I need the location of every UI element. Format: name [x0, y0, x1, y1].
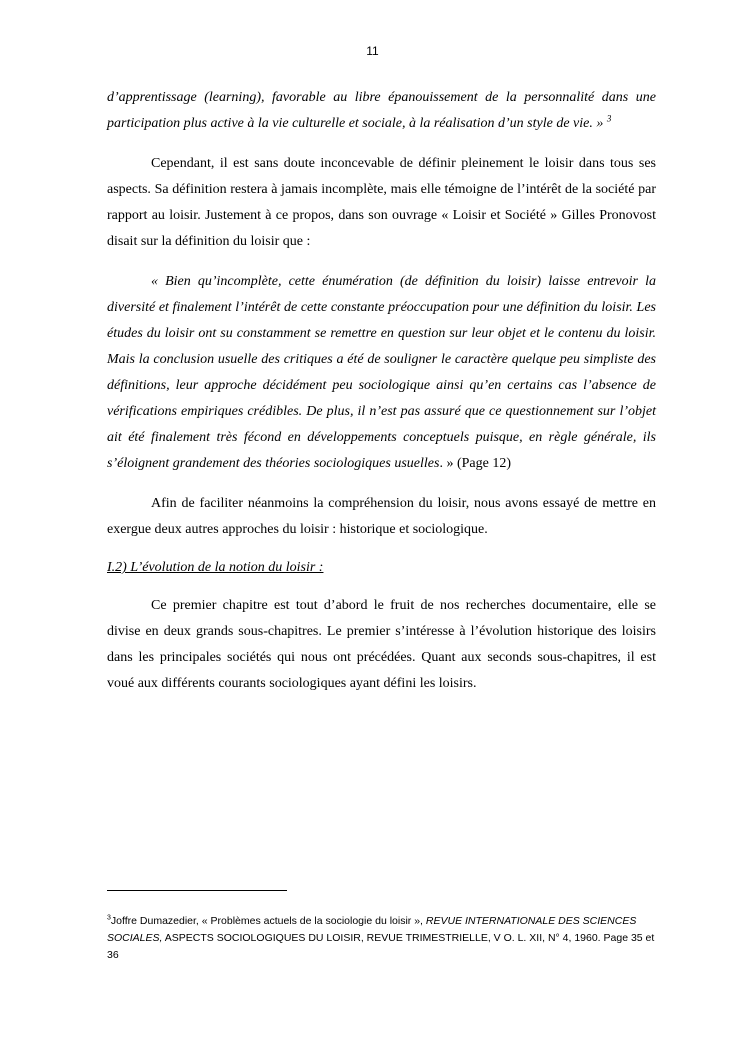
footnote-number: 3 [107, 914, 111, 922]
body-text [107, 85, 656, 697]
footnote-reference[interactable]: 3 [606, 113, 612, 124]
page-number: 11 [366, 44, 379, 58]
paragraph-continuation [107, 85, 656, 137]
section-heading: I.2) L’évolution de la notion du loisir : [107, 560, 324, 575]
footnote-journal: REVUE INTERNATIONALE DES SCIENCES SOCIALES, [107, 915, 637, 944]
paragraph-continuation-text: d’apprentissage (learning), favorable au libre épanouissement de la personnalité dans une participation plus active à la vie culturelle et sociale, à la réalisation d’un style de vie. » [107, 90, 656, 131]
footnote-details: ASPECTS SOCIOLOGIQUES DU LOISIR, REVUE TRIMESTRIELLE, V O. L. XII, N° 4, 1960. Page 35 et 36 [107, 932, 655, 961]
paragraph-approaches: Afin de faciliter néanmoins la compréhension du loisir, nous avons essayé de mettre en exergue deux autres approches du loisir : historique et sociologique. [107, 496, 656, 537]
paragraph-chapter-intro: Ce premier chapitre est tout d’abord le fruit de nos recherches documentaire, elle se divise en deux grands sous-chapitres. Le premier s’intéresse à l’évolution historique des loisirs dans les principales sociétés qui nous ont précédées. Quant aux seconds sous-chapitres, il est voué aux différents courants sociologiques ayant défini les loisirs. [107, 598, 656, 691]
quote-text: « Bien qu’incomplète, cette énumération (de définition du loisir) laisse entrevoir la diversité et finalement l’intérêt de cette constante préoccupation pour une définition du loisir. Les études du loisir ont su constamment se remettre en question sur leur objet et le contenu du loisir. Mais la conclusion usuelle des critiques a été de souligner le caractère quelque peu simpliste des définitions, leur approche décidément peu sociologique ainsi qu’en certains cas l’absence de vérifications empiriques crédibles. De plus, il n’est pas assuré que ce questionnement sur l’objet ait été finalement très fécond en développements conceptuels puisque, en règle générale, ils s’éloignent grandement des théories sociologiques usuelles [107, 274, 656, 471]
paragraph-definition: Cependant, il est sans doute inconcevable de définir pleinement le loisir dans tous ses aspects. Sa définition restera à jamais incomplète, mais elle témoigne de l’intérêt de la société par rapport au loisir. Justement à ce propos, dans son ouvrage « Loisir et Société » Gilles Pronovost disait sur la définition du loisir que : [107, 156, 656, 249]
footnote-author-title: Joffre Dumazedier, « Problèmes actuels de la sociologie du loisir », [110, 915, 426, 927]
block-quote [107, 269, 656, 477]
footnote [107, 913, 656, 964]
footnote-separator [107, 890, 287, 891]
quote-citation: . » (Page 12) [439, 456, 511, 471]
